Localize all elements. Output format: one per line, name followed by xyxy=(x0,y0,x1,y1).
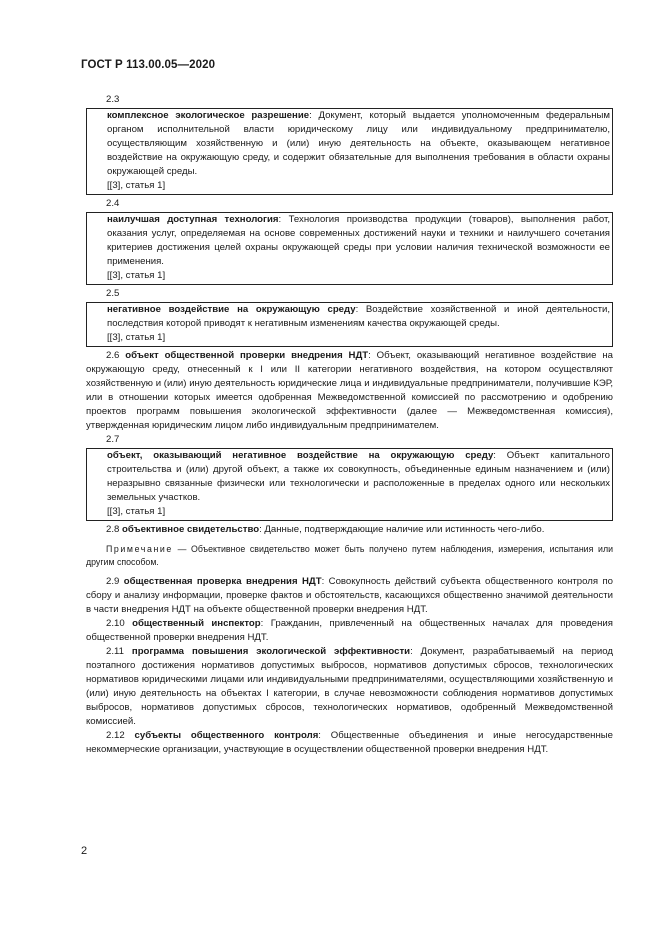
term-title: наилучшая доступная технология xyxy=(107,214,279,225)
entry-number: 2.6 xyxy=(106,350,120,361)
entry-number: 2.3 xyxy=(106,94,120,105)
entry-number: 2.9 xyxy=(106,576,120,587)
entry-number: 2.12 xyxy=(106,730,125,741)
term-box-2-3 xyxy=(86,108,613,195)
note-label: Примечание xyxy=(106,544,173,554)
term-box-2-5 xyxy=(86,302,613,347)
term-paragraph-2-12 xyxy=(86,729,613,757)
term-paragraph-2-11 xyxy=(86,645,613,729)
term-definition xyxy=(87,213,612,269)
page-number: 2 xyxy=(81,845,88,857)
term-title: комплексное экологическое разрешение xyxy=(107,110,310,121)
entry-number: 2.7 xyxy=(106,434,120,445)
definition-text: : Документ, разрабатываемый на период поэтапного достижения нормативов допустимых выбросов, нормативов допустимых сбросов, технологических нормативов юридическими лицами или индивидуальными предпринимателями, осуществляющими хозяйственную и (или) иную деятельность на объектах I категории, в случае невозможности соблюдения нормативов допустимых выбросов, нормативов допустимых сбросов, технологических нормативов, одобренный Межведомственной комиссией. xyxy=(86,646,614,727)
definition-text: : Объект капитального строительства и (или) другой объект, а также их совокупность, объединенные единым назначением и (или) неразрывно связанные физически или технологически и расположенные в пределах одного или нескольких земельных участков. xyxy=(107,450,610,503)
term-title: общественный инспектор xyxy=(132,618,261,629)
term-title: негативное воздействие на окружающую среду xyxy=(107,304,356,315)
definition-text: : Документ, который выдается уполномоченным федеральным органом исполнительной власти юридическому лицу или индивидуальному предпринимателю, осуществляющим хозяйственную и (или) иную деятельность на объекте, оказывающем негативное воздействие на окружающую среду, и содержит обязательные для выполнения требования в области охраны окружающей среды. xyxy=(107,110,611,177)
term-paragraph-2-8 xyxy=(86,523,613,537)
entry-number: 2.11 xyxy=(106,646,124,657)
note-text: — Объективное свидетельство может быть получено путем наблюдения, измерения, испытания или другим способом. xyxy=(86,544,613,567)
document-code-header: ГОСТ Р 113.00.05—2020 xyxy=(81,59,216,71)
entry-number: 2.4 xyxy=(106,198,120,209)
term-paragraph-2-9 xyxy=(86,575,613,617)
term-paragraph-2-10 xyxy=(86,617,613,645)
term-title: объективное свидетельство xyxy=(122,524,260,535)
source-reference: [[3], статья 1] xyxy=(107,506,166,517)
terms-section xyxy=(86,93,613,757)
definition-text: : Технология производства продукции (товаров), выполнения работ, оказания услуг, определяемая на основе современных достижений науки и техники и наилучшего сочетания критериев достижения целей охраны окружающей среды при условии наличия технической возможности ее применения. xyxy=(107,214,610,267)
source-reference: [[3], статья 1] xyxy=(107,270,166,281)
definition-text: : Совокупность действий субъекта общественного контроля по сбору и анализу информации, проверке фактов и обстоятельств, касающихся общественно значимой деятельности в части внедрения НДТ на объекте общественной проверки внедрения НДТ. xyxy=(86,576,613,615)
definition-text: : Воздействие хозяйственной и иной деятельности, последствия которой приводят к негативным изменениям качества окружающей среды. xyxy=(107,304,610,329)
source-reference: [[3], статья 1] xyxy=(107,180,166,191)
term-definition xyxy=(87,449,612,505)
term-title: объект, оказывающий негативное воздействие на окружающую среду xyxy=(107,450,494,461)
definition-text: : Объект, оказывающий негативное воздействие на окружающую среду, отнесенный к I или II категории негативного воздействия, на котором осуществляют хозяйственную и (или) иную деятельность юридические лица и индивидуальные предприниматели, получившие КЭР, или в отношении которых имеется одобренная Межведомственной комиссией по рассмотрению и одобрению проектов программ повышения экологической эффективности (далее — Межведомственная комиссия), утвержденная юридическим лицом либо индивидуальным предпринимателем. xyxy=(86,350,613,431)
source-reference: [[3], статья 1] xyxy=(107,332,166,343)
term-title: общественная проверка внедрения НДТ xyxy=(123,576,322,587)
term-paragraph-2-6 xyxy=(86,349,613,433)
note-paragraph xyxy=(86,543,613,569)
term-definition xyxy=(87,303,612,331)
term-title: программа повышения экологической эффективности xyxy=(131,646,411,657)
term-box-2-4 xyxy=(86,212,613,285)
term-title: субъекты общественного контроля xyxy=(134,730,319,741)
definition-text: : Данные, подтверждающие наличие или истинность чего-либо. xyxy=(259,524,545,535)
entry-number: 2.10 xyxy=(106,618,125,629)
term-box-2-7 xyxy=(86,448,613,521)
definition-text: : Гражданин, привлеченный на общественных началах для проведения общественной проверки внедрения НДТ. xyxy=(86,618,613,643)
definition-text: : Общественные объединения и иные негосударственные некоммерческие организации, участвующие в осуществлении общественной проверки внедрения НДТ. xyxy=(86,730,613,755)
term-title: объект общественной проверки внедрения НДТ xyxy=(125,350,369,361)
entry-number: 2.5 xyxy=(106,288,120,299)
entry-number: 2.8 xyxy=(106,524,120,535)
term-definition xyxy=(87,109,612,179)
